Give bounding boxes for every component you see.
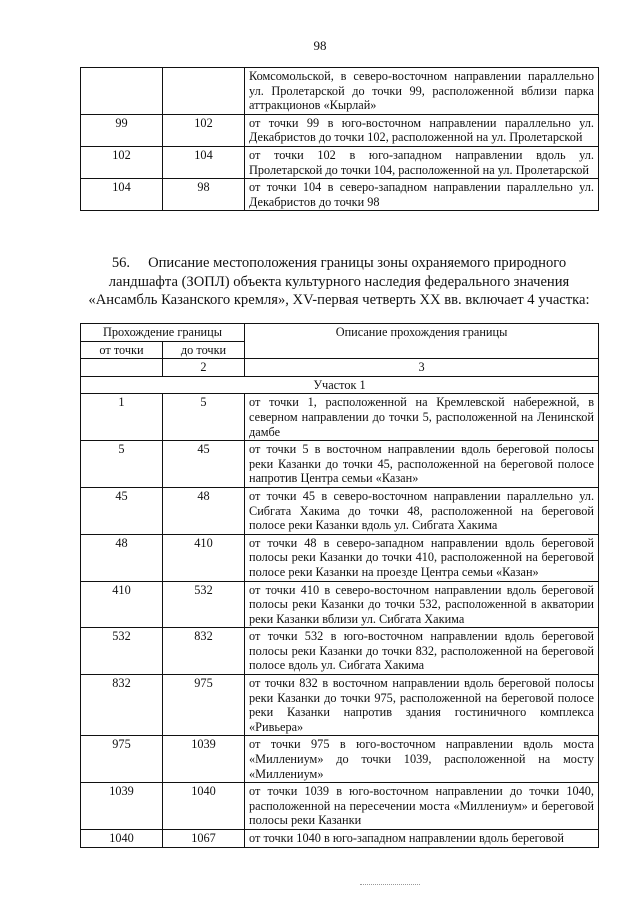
boundary-table-continued [80, 67, 599, 211]
column-number-1 [81, 359, 163, 377]
description-cell: от точки 410 в северо-восточном направлении вдоль береговой полосы реки Казанки до точки 532, расположенной в акватории реки Казанки вблизи ул. Сибгата Хакима [245, 581, 599, 628]
from-point-cell: 104 [81, 179, 163, 211]
page-number: 98 [313, 38, 327, 53]
column-number-2: 2 [163, 359, 245, 377]
to-point-cell: 5 [163, 394, 245, 441]
header-boundary-passage: Прохождение границы [81, 324, 245, 342]
description-cell: Комсомольской, в северо-восточном направлении параллельно ул. Пролетарской до точки 99, расположенной вблизи парка аттракционов «Кырлай» [245, 68, 599, 115]
section-heading [80, 254, 598, 310]
header-to-point: до точки [163, 341, 245, 359]
to-point-cell: 532 [163, 581, 245, 628]
from-point-cell: 532 [81, 628, 163, 675]
from-point-cell: 1 [81, 394, 163, 441]
from-point-cell: 102 [81, 146, 163, 178]
from-point-cell: 5 [81, 441, 163, 488]
description-cell: от точки 99 в юго-восточном направлении параллельно ул. Декабристов до точки 102, расположенной на ул. Пролетарской [245, 114, 599, 146]
description-cell: от точки 832 в восточном направлении вдоль береговой полосы реки Казанки до точки 975, расположенной на береговой полосе реки Казанки напротив здания гостиничного комплекса «Ривьера» [245, 675, 599, 736]
to-point-cell: 98 [163, 179, 245, 211]
description-cell: от точки 1039 в юго-восточном направлении до точки 1040, расположенной на пересечении моста «Миллениум» и береговой полосы реки Казанки [245, 783, 599, 830]
from-point-cell: 1040 [81, 830, 163, 848]
table-row [81, 146, 599, 178]
to-point-cell [163, 68, 245, 115]
section-title-text: Описание местоположения границы зоны охраняемого природного ландшафта (ЗОПЛ) объекта культурного наследия федерального значения «Ансамбль Казанского кремля», XV-первая четверть XX вв. включает 4 участка: [88, 255, 590, 308]
description-cell: от точки 48 в северо-западном направлении вдоль береговой полосы реки Казанки до точки 410, расположенной на береговой полосе реки Казанки на проезде Центра семьи «Казан» [245, 534, 599, 581]
section-number: 56. [111, 255, 131, 271]
subsection-row [81, 376, 599, 394]
from-point-cell: 832 [81, 675, 163, 736]
table-row [81, 441, 599, 488]
from-point-cell: 45 [81, 487, 163, 534]
description-cell: от точки 532 в юго-восточном направлении вдоль береговой полосы реки Казанки до точки 832, расположенной на береговой полосе вдоль ул. Сибгата Хакима [245, 628, 599, 675]
table-row [81, 179, 599, 211]
from-point-cell: 975 [81, 736, 163, 783]
boundary-table [80, 323, 599, 848]
from-point-cell [81, 68, 163, 115]
table-row [81, 628, 599, 675]
table-header-row [81, 324, 599, 342]
column-number-3: 3 [245, 359, 599, 377]
table-body [81, 68, 599, 211]
description-cell: от точки 102 в юго-западном направлении вдоль ул. Пролетарской до точки 104, расположенной на ул. Пролетарской [245, 146, 599, 178]
to-point-cell: 1039 [163, 736, 245, 783]
from-point-cell: 1039 [81, 783, 163, 830]
table-body [81, 394, 599, 847]
column-number-row [81, 359, 599, 377]
table-row [81, 394, 599, 441]
to-point-cell: 102 [163, 114, 245, 146]
description-cell: от точки 45 в северо-восточном направлении параллельно ул. Сибгата Хакима до точки 48, расположенной на береговой полосе реки Казанки вдоль ул. Сибгата Хакима [245, 487, 599, 534]
table-row [81, 114, 599, 146]
header-from-point: от точки [81, 341, 163, 359]
from-point-cell: 48 [81, 534, 163, 581]
to-point-cell: 1040 [163, 783, 245, 830]
table-row [81, 487, 599, 534]
page-edge-mark [360, 884, 420, 891]
from-point-cell: 99 [81, 114, 163, 146]
table-row [81, 68, 599, 115]
description-cell: от точки 104 в северо-западном направлении параллельно ул. Декабристов до точки 98 [245, 179, 599, 211]
table-row [81, 534, 599, 581]
table-row [81, 581, 599, 628]
table-row [81, 830, 599, 848]
subsection-title: Участок 1 [81, 376, 599, 394]
description-cell: от точки 975 в юго-восточном направлении вдоль моста «Миллениум» до точки 1039, расположенной на мосту «Миллениум» [245, 736, 599, 783]
from-point-cell: 410 [81, 581, 163, 628]
to-point-cell: 104 [163, 146, 245, 178]
to-point-cell: 45 [163, 441, 245, 488]
to-point-cell: 1067 [163, 830, 245, 848]
to-point-cell: 48 [163, 487, 245, 534]
to-point-cell: 410 [163, 534, 245, 581]
table-row [81, 783, 599, 830]
header-description: Описание прохождения границы [245, 324, 599, 359]
description-cell: от точки 1, расположенной на Кремлевской набережной, в северном направлении до точки 5, расположенной на Ленинской дамбе [245, 394, 599, 441]
to-point-cell: 832 [163, 628, 245, 675]
table-row [81, 736, 599, 783]
description-cell: от точки 1040 в юго-западном направлении вдоль береговой [245, 830, 599, 848]
to-point-cell: 975 [163, 675, 245, 736]
description-cell: от точки 5 в восточном направлении вдоль береговой полосы реки Казанки до точки 45, расположенной на береговой полосе напротив Центра семьи «Казан» [245, 441, 599, 488]
table-row [81, 675, 599, 736]
